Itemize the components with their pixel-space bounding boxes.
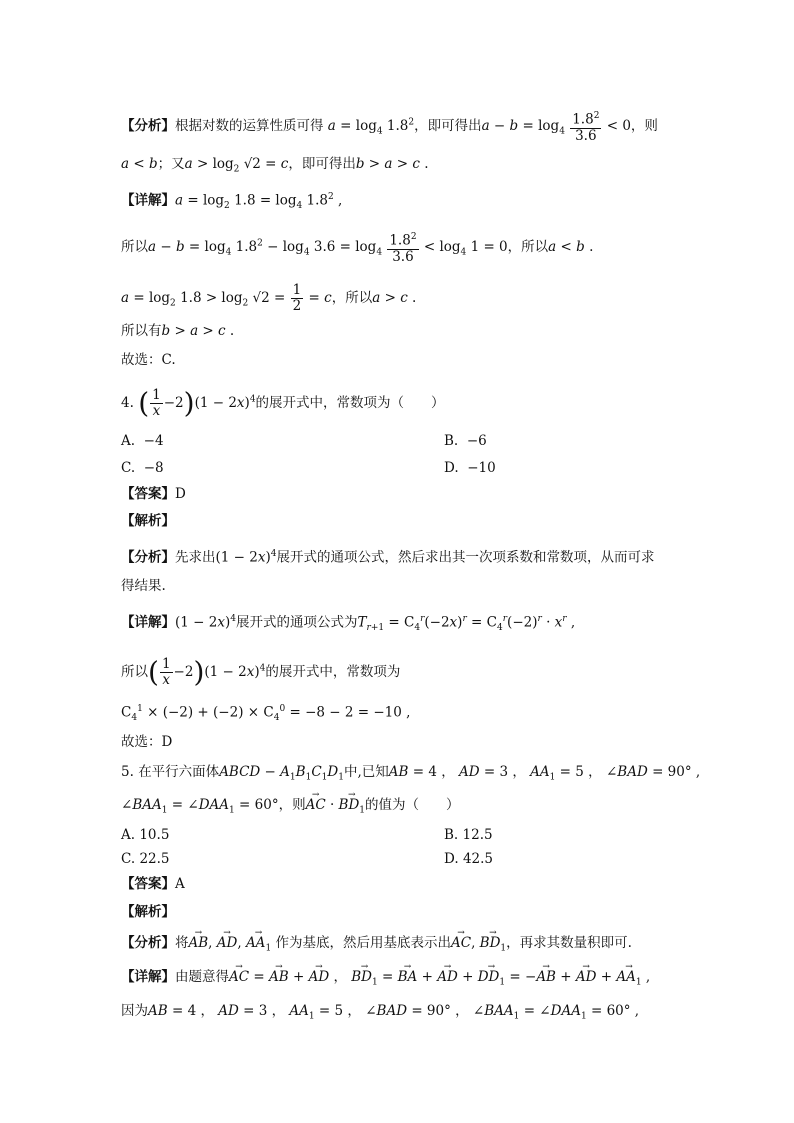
q4-choose: 故选：D	[121, 734, 173, 750]
analysis-tag: 【分析】	[121, 117, 175, 134]
q5-answer: 【答案】A	[121, 876, 185, 892]
q4-explain-tag: 【解析】	[121, 513, 175, 529]
text: ，则	[630, 117, 658, 134]
q4-analysis: 【分析】先求出$(1 - 2x)^4$展开式的通项公式，然后求出其一次项系数和常数项，从而可求	[121, 549, 655, 566]
text: ，所以	[507, 238, 549, 255]
text: 所以有	[121, 323, 162, 339]
q5-detail: 【详解】由题意得→ AC = → AB + → AD ， → $BD_1$ = → BA + → AD + → $DD_1$ = −→ AB + → AD + → $AA_1$ ,	[121, 968, 734, 992]
text: ；又	[157, 156, 185, 172]
text: 根据对数的运算性质可得	[175, 117, 324, 134]
q4-answer: 【答案】D	[121, 486, 186, 502]
q5-explain-tag: 【解析】	[121, 904, 175, 920]
q4-calc: $C_4^1 \times (-2) + (-2) \times C_4^0 = -8 - 2 = -10$ ,	[121, 704, 411, 724]
q3-detail-line3: $a = \log_2 1.8 > \log_2 √2$ = $\frac{1}{2}$ = c，所以a > c .	[121, 282, 417, 314]
q3-choose: 故选：C.	[121, 352, 176, 368]
text: 的展开式中，常数项为（ ）	[255, 395, 445, 411]
q4-option-b[interactable]: B. −6	[444, 433, 487, 449]
q5-analysis: 【分析】将→ AB, → AD, → $AA_1$ 作为基底，然后用基底表示出→ AC, → $BD_1$，再求其数量积即可.	[121, 934, 734, 958]
q4-option-a[interactable]: A. −4	[121, 433, 164, 449]
q5-because: 因为AB = 4 ， AD = 3 ， $AA_1 = 5$ ， ∠BAD = 90° ， $\angle BAA_1$ = $\angle DAA_1 = 60^\circ$ ,	[121, 1003, 640, 1022]
q5-option-b[interactable]: B. 12.5	[444, 827, 493, 843]
q3-analysis-line2: a < b；又$a > \log_2 √2 = c$，即可得出b > a > c .	[121, 156, 429, 175]
q3-detail-line2: 所以$a - b = \log_4 1.8^2 - \log_4 3.6 = \log_4$ $\frac{1.8^2}{3.6}$ < $\log_4 1 = 0$，所以a < b .	[121, 232, 594, 265]
q4-analysis-2: 得结果.	[121, 578, 166, 594]
q4-stem: 4. ( $\frac{1}{x}$ $-2)(1 - 2x)^4$的展开式中，常数项为（ ）	[121, 386, 445, 420]
q5-option-a[interactable]: A. 10.5	[121, 827, 170, 843]
detail-tag: 【详解】	[121, 192, 175, 209]
q4-option-c[interactable]: C. −8	[121, 460, 164, 476]
text: ，所以	[331, 290, 373, 306]
text: ，即可得出	[414, 117, 482, 134]
q5-option-c[interactable]: C. 22.5	[121, 851, 170, 867]
text: 所以	[121, 238, 148, 255]
q3-analysis-line1: 【分析】根据对数的运算性质可得 $a = \log_4 1.8^2$，即可得出$a - b = \log_4$ $\frac{1.8^2}{3.6}$ < 0，则	[121, 111, 658, 144]
question-number: 4.	[121, 395, 134, 411]
text: ，即可得出	[288, 156, 356, 172]
q4-detail: 【详解】$(1 - 2x)^4$展开式的通项公式为$T_{r+1} = C_4^r(-2x)^r = C_4^r(-2)^r \cdot x^r$ ,	[121, 614, 576, 634]
q3-detail-line1: 【详解】$a = \log_2 1.8 = \log_4 1.8^2$ ,	[121, 192, 343, 212]
q5-stem-1: 5. 在平行六面体ABCD − $A_1B_1C_1D_1$中,已知AB = 4 ， AD = 3 ， $AA_1 = 5$ ， ∠BAD = 90° ,	[121, 764, 701, 783]
q4-option-d[interactable]: D. −10	[444, 460, 496, 476]
q5-option-d[interactable]: D. 42.5	[444, 851, 493, 867]
q3-conclusion: 所以有b > a > c .	[121, 323, 235, 339]
q4-so: 所以( $\frac{1}{x}$ $-2)(1 - 2x)^4$的展开式中，常数项为	[121, 655, 401, 689]
q5-stem-2: $\angle BAA_1$ = $\angle DAA_1 = 60^\circ$，则→ AC · → $BD_1$的值为（ ）	[121, 796, 734, 820]
